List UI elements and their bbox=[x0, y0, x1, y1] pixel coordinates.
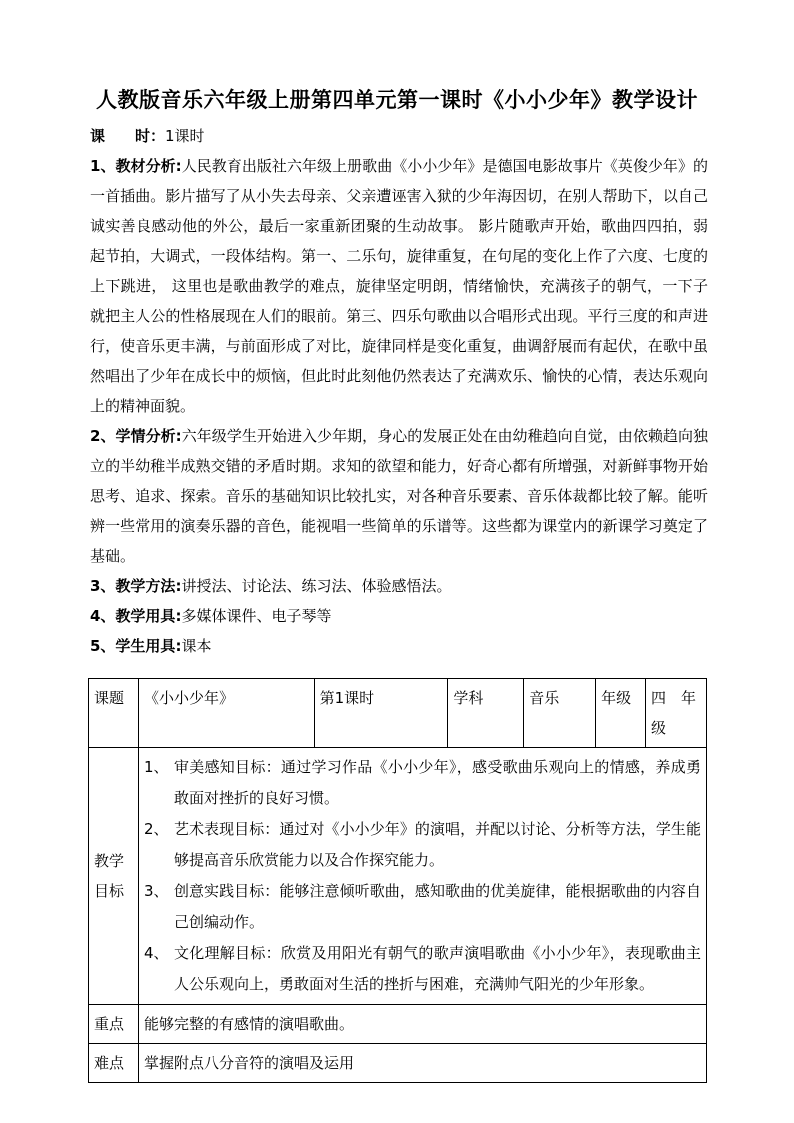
key-point-row bbox=[89, 1005, 707, 1044]
section-student-tools bbox=[90, 631, 708, 661]
goal-number: 1、 bbox=[143, 758, 169, 776]
lesson-time-line bbox=[90, 121, 708, 151]
section-text: 讲授法、讨论法、练习法、体验感悟法。 bbox=[181, 577, 452, 595]
difficulty-row bbox=[89, 1044, 707, 1083]
period-cell: 第1课时 bbox=[314, 679, 448, 748]
list-item bbox=[144, 876, 701, 938]
goals-content-cell bbox=[138, 748, 706, 1005]
topic-label-cell: 课题 bbox=[89, 679, 139, 748]
list-item bbox=[144, 752, 701, 814]
grade-value-cell: 四 年级 bbox=[646, 679, 707, 748]
difficulty-value-cell: 掌握附点八分音符的演唱及运用 bbox=[138, 1044, 706, 1083]
section-label: 5、学生用具: bbox=[90, 637, 182, 655]
section-material-analysis bbox=[90, 151, 708, 421]
subject-label-cell: 学科 bbox=[448, 679, 524, 748]
section-label: 4、教学用具: bbox=[90, 607, 182, 625]
list-item bbox=[144, 938, 701, 1000]
list-item bbox=[144, 814, 701, 876]
section-text: 多媒体课件、电子琴等 bbox=[181, 607, 332, 625]
section-student-analysis bbox=[90, 421, 708, 571]
goals-list bbox=[144, 752, 701, 1000]
goals-label-cell: 教学目标 bbox=[89, 748, 139, 1005]
goals-row bbox=[89, 748, 707, 1005]
key-label-cell: 重点 bbox=[89, 1005, 139, 1044]
section-text: 六年级学生开始进入少年期，身心的发展正处在由幼稚趋向自觉，由依赖趋向独立的半幼稚半成熟交错的矛盾时期。求知的欲望和能力，好奇心都有所增强，对新鲜事物开始思考、追求、探索。音乐的基础知识比较扎实，对各种音乐要素、音乐体裁都比较了解。能听辨一些常用的演奏乐器的音色，能视唱一些简单的乐谱等。这些都为课堂内的新课学习奠定了基础。 bbox=[90, 427, 708, 565]
goal-text: 文化理解目标：欣赏及用阳光有朝气的歌声演唱歌曲《小小少年》，表现歌曲主人公乐观向上，勇敢面对生活的挫折与困难，充满帅气阳光的少年形象。 bbox=[173, 944, 701, 993]
goal-number: 3、 bbox=[143, 882, 169, 900]
section-text: 课本 bbox=[181, 637, 212, 655]
section-teaching-methods bbox=[90, 571, 708, 601]
section-label: 3、教学方法: bbox=[90, 577, 182, 595]
goal-number: 4、 bbox=[143, 944, 169, 962]
section-label: 2、学情分析: bbox=[90, 427, 182, 445]
difficulty-label-cell: 难点 bbox=[89, 1044, 139, 1083]
grade-label-cell: 年级 bbox=[596, 679, 646, 748]
topic-value-cell: 《小小少年》 bbox=[138, 679, 314, 748]
document-body bbox=[90, 121, 708, 661]
section-teaching-tools bbox=[90, 601, 708, 631]
lesson-time-label: 课 时： bbox=[90, 127, 166, 145]
section-label: 1、教材分析: bbox=[90, 157, 182, 175]
goal-text: 创意实践目标：能够注意倾听歌曲，感知歌曲的优美旋律，能根据歌曲的内容自己创编动作。 bbox=[173, 882, 701, 931]
table-header-row bbox=[89, 679, 707, 748]
document-title: 人教版音乐六年级上册第四单元第一课时《小小少年》教学设计 bbox=[96, 87, 698, 112]
goal-text: 审美感知目标：通过学习作品《小小少年》，感受歌曲乐观向上的情感，养成勇敢面对挫折的良好习惯。 bbox=[173, 758, 701, 807]
key-value-cell: 能够完整的有感情的演唱歌曲。 bbox=[138, 1005, 706, 1044]
section-text: 人民教育出版社六年级上册歌曲《小小少年》是德国电影故事片《英俊少年》的一首插曲。影片描写了从小失去母亲、父亲遭诬害入狱的少年海因切，在别人帮助下，以自己诚实善良感动他的外公，最后一家重新团聚的生动故事。 影片随歌声开始，歌曲四四拍，弱起节拍，大调式，一段体结构。第一、二乐句，旋律重复，在句尾的变化上作了六度、七度的上下跳进， 这里也是歌曲教学的难点，旋律坚定明朗，情绪愉快，充满孩子的朝气，一下子就把主人公的性格展现在人们的眼前。第三、四乐句歌曲以合唱形式出现。平行三度的和声进行，使音乐更丰满，与前面形成了对比，旋律同样是变化重复，曲调舒展而有起伏，在歌中虽然唱出了少年在成长中的烦恼，但此时此刻他仍然表达了充满欢乐、愉快的心情，表达乐观向上的精神面貌。 bbox=[90, 157, 708, 415]
goal-number: 2、 bbox=[143, 820, 169, 838]
goal-text: 艺术表现目标：通过对《小小少年》的演唱，并配以讨论、分析等方法，学生能够提高音乐欣赏能力以及合作探究能力。 bbox=[173, 820, 701, 869]
subject-value-cell: 音乐 bbox=[524, 679, 596, 748]
lesson-info-table bbox=[88, 678, 707, 1083]
lesson-time-value: 1课时 bbox=[165, 127, 205, 145]
